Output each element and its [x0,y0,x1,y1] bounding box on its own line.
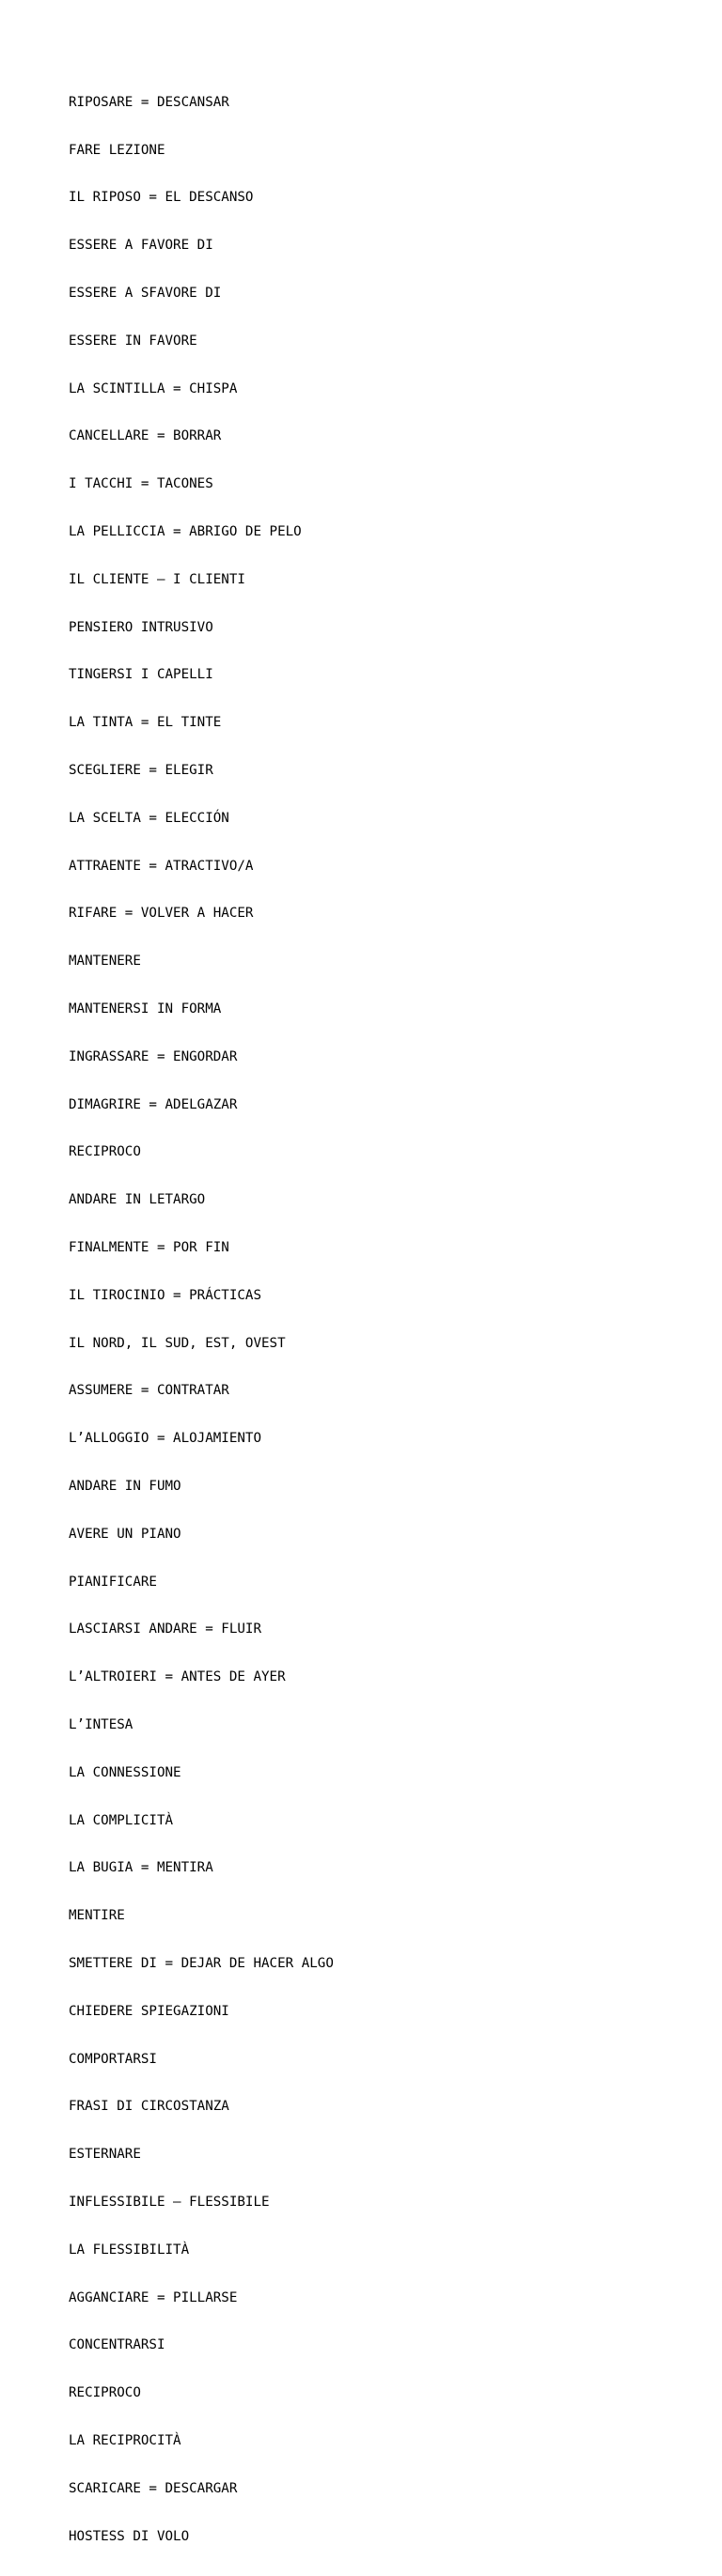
vocab-line: I TACCHI = TACONES [69,476,213,492]
vocab-line: IL CLIENTE – I CLIENTI [69,571,245,587]
vocab-line: LA FLESSIBILITÀ [69,2242,190,2258]
vocab-line: ESSERE A FAVORE DI [69,238,213,254]
vocab-line: LASCIARSI ANDARE = FLUIR [69,1622,261,1637]
vocab-line: MANTENERE [69,954,141,970]
vocab-line: HOSTESS DI VOLO [69,2528,190,2544]
vocab-line: ESTERNARE [69,2147,141,2163]
vocab-line: ASSUMERE = CONTRATAR [69,1383,229,1399]
vocab-line: CHIEDERE SPIEGAZIONI [69,2003,229,2019]
vocab-line: ESSERE IN FAVORE [69,333,197,349]
vocab-line: LA SCINTILLA = CHISPA [69,380,238,396]
vocab-line: CONCENTRARSI [69,2337,165,2353]
vocabulary-list [69,63,334,2576]
vocab-line: INGRASSARE = ENGORDAR [69,1048,238,1064]
vocab-line: ANDARE IN LETARGO [69,1192,206,1208]
vocab-line: AGGANCIARE = PILLARSE [69,2289,238,2305]
vocab-line: IL TIROCINIO = PRÁCTICAS [69,1287,261,1303]
vocab-line: LA RECIPROCITÀ [69,2432,181,2448]
vocab-line: LA BUGIA = MENTIRA [69,1860,213,1876]
vocab-line: FINALMENTE = POR FIN [69,1240,229,1255]
vocab-line: L’ALLOGGIO = ALOJAMIENTO [69,1431,261,1447]
vocab-line: LA TINTA = EL TINTE [69,715,222,731]
vocab-line: L’INTESA [69,1716,133,1732]
vocab-line: MENTIRE [69,1908,125,1924]
vocab-line: LA SCELTA = ELECCIÓN [69,810,229,826]
vocab-line: IL RIPOSO = EL DESCANSO [69,190,254,206]
vocab-line: L’ALTROIERI = ANTES DE AYER [69,1669,286,1685]
vocab-line: AVERE UN PIANO [69,1526,181,1542]
vocab-line: LA CONNESSIONE [69,1764,181,1780]
vocab-line: COMPORTARSI [69,2051,157,2067]
vocab-line: SCEGLIERE = ELEGIR [69,763,213,779]
vocab-line: DIMAGRIRE = ADELGAZAR [69,1096,238,1112]
vocab-line: RECIPROCO [69,1144,141,1160]
vocab-line: ESSERE A SFAVORE DI [69,286,222,302]
vocab-line: INFLESSIBILE – FLESSIBILE [69,2194,270,2210]
vocab-line: ANDARE IN FUMO [69,1478,181,1494]
vocab-line: FARE LEZIONE [69,142,165,158]
vocab-line: IL NORD, IL SUD, EST, OVEST [69,1335,286,1351]
vocab-line: CANCELLARE = BORRAR [69,428,222,444]
vocab-line: PIANIFICARE [69,1574,157,1590]
vocab-line: LA COMPLICITÀ [69,1812,174,1828]
vocab-line: MANTENERSI IN FORMA [69,1001,222,1017]
vocab-line: ATTRAENTE = ATRACTIVO/A [69,858,254,874]
vocab-line: RECIPROCO [69,2385,141,2401]
vocab-line: RIFARE = VOLVER A HACER [69,906,254,922]
vocab-line: FRASI DI CIRCOSTANZA [69,2099,229,2115]
vocab-line: PENSIERO INTRUSIVO [69,619,213,635]
vocab-line: RIPOSARE = DESCANSAR [69,94,229,110]
vocab-line: SCARICARE = DESCARGAR [69,2480,238,2496]
vocab-line: LA PELLICCIA = ABRIGO DE PELO [69,524,302,540]
vocab-line: TINGERSI I CAPELLI [69,667,213,683]
vocab-line: SMETTERE DI = DEJAR DE HACER ALGO [69,1955,334,1971]
